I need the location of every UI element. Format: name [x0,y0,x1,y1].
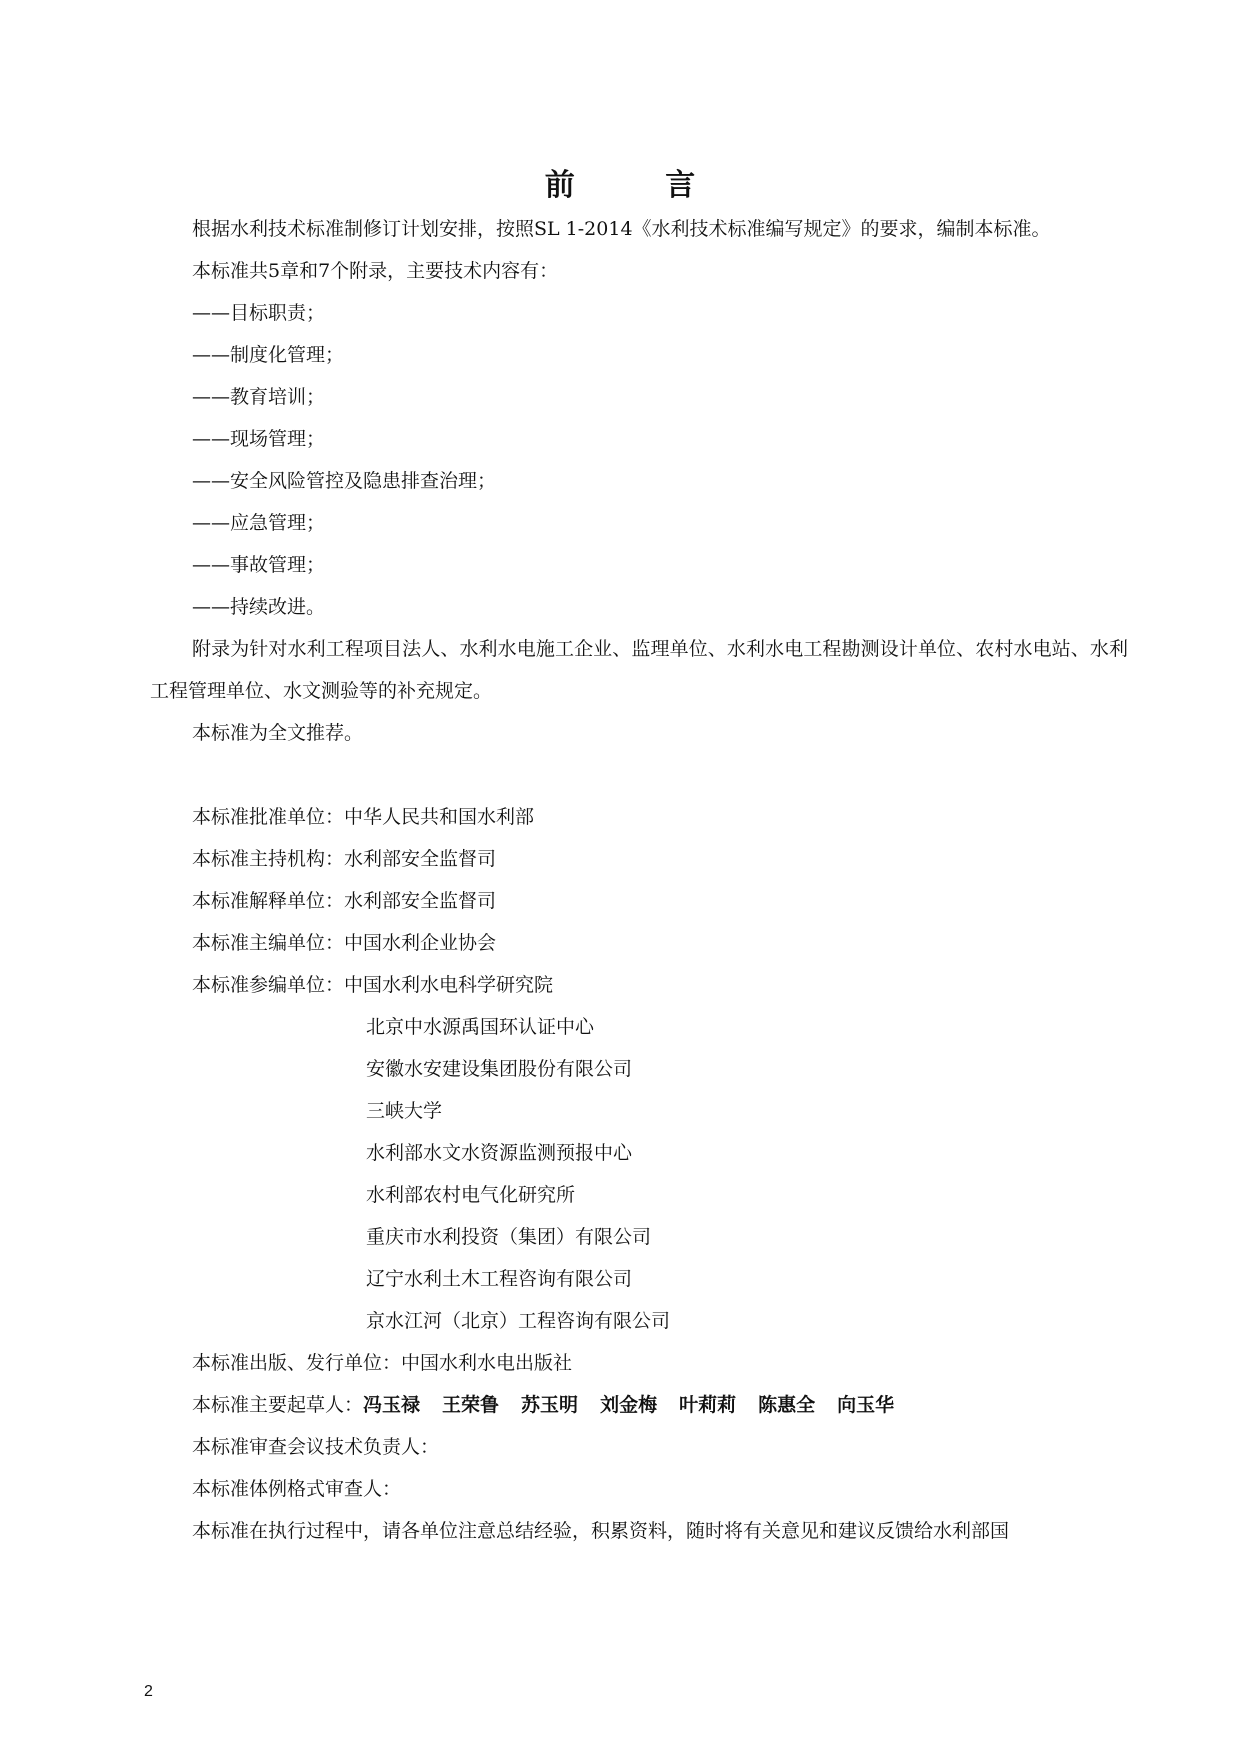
content-item: ——事故管理； [192,554,326,576]
spacer [150,754,1128,796]
host-value: 水利部安全监督司 [344,848,497,870]
participant-unit: 辽宁水利土木工程咨询有限公司 [366,1268,633,1290]
participant-unit: 北京中水源禹国环认证中心 [366,1016,595,1038]
drafter-name: 苏玉明 [521,1394,579,1416]
participant-unit: 重庆市水利投资（集团）有限公司 [366,1226,652,1248]
host-row [150,838,1128,880]
content-item: ——制度化管理； [192,344,345,366]
publisher-row [150,1342,1128,1384]
drafter-name: 向玉华 [837,1394,895,1416]
participant-unit: 中国水利水电科学研究院 [344,974,554,996]
participant-unit: 三峡大学 [366,1100,443,1122]
approval-row [150,796,1128,838]
content-item: ——持续改进。 [192,596,326,618]
drafter-name: 王荣鲁 [442,1394,500,1416]
review-tech-label: 本标准审查会议技术负责人： [192,1436,440,1458]
drafter-name: 冯玉禄 [363,1394,421,1416]
intro-paragraph-2: 本标准共5章和7个附录，主要技术内容有： [192,260,559,282]
document-body [150,208,1128,1552]
content-item: ——安全风险管控及隐患排查治理； [192,470,497,492]
drafter-name: 叶莉莉 [679,1394,737,1416]
participant-unit: 京水江河（北京）工程咨询有限公司 [366,1310,671,1332]
closing-paragraph: 本标准在执行过程中，请各单位注意总结经验，积累资料，随时将有关意见和建议反馈给水利部国 [192,1520,1010,1542]
participant-unit: 安徽水安建设集团股份有限公司 [366,1058,633,1080]
participant-unit: 水利部农村电气化研究所 [366,1184,576,1206]
participants-label: 本标准参编单位： [192,974,345,996]
participant-unit: 水利部水文水资源监测预报中心 [366,1142,633,1164]
chief-label: 本标准主编单位： [192,932,345,954]
approval-value: 中华人民共和国水利部 [344,806,535,828]
participants-row [150,964,1128,1006]
chief-value: 中国水利企业协会 [344,932,497,954]
content-item: ——目标职责； [192,302,326,324]
review-format-row [150,1468,1128,1510]
drafter-name: 刘金梅 [600,1394,658,1416]
drafters-row [150,1384,1128,1426]
content-item: ——现场管理； [192,428,326,450]
drafters-label: 本标准主要起草人： [192,1394,364,1416]
intro-paragraph-1: 根据水利技术标准制修订计划安排，按照SL 1-2014《水利技术标准编写规定》的要求，编制本标准。 [192,218,1051,240]
approval-label: 本标准批准单位： [192,806,345,828]
chief-row [150,922,1128,964]
host-label: 本标准主持机构： [192,848,345,870]
recommendation-text: 本标准为全文推荐。 [192,722,364,744]
review-tech-row [150,1426,1128,1468]
interpret-value: 水利部安全监督司 [344,890,497,912]
review-format-label: 本标准体例格式审查人： [192,1478,402,1500]
drafter-name: 陈惠全 [758,1394,816,1416]
interpret-row [150,880,1128,922]
page-number: 2 [144,1683,153,1700]
participants-list [150,1006,1128,1342]
publisher-value: 中国水利水电出版社 [401,1352,573,1374]
interpret-label: 本标准解释单位： [192,890,345,912]
content-item: ——教育培训； [192,386,326,408]
publisher-label: 本标准出版、发行单位： [192,1352,402,1374]
appendix-note: 附录为针对水利工程项目法人、水利水电施工企业、监理单位、水利水电工程勘测设计单位、农村水电站、水利工程管理单位、水文测验等的补充规定。 [150,638,1128,702]
page-title: 前 言 [544,168,736,203]
content-item: ——应急管理； [192,512,326,534]
